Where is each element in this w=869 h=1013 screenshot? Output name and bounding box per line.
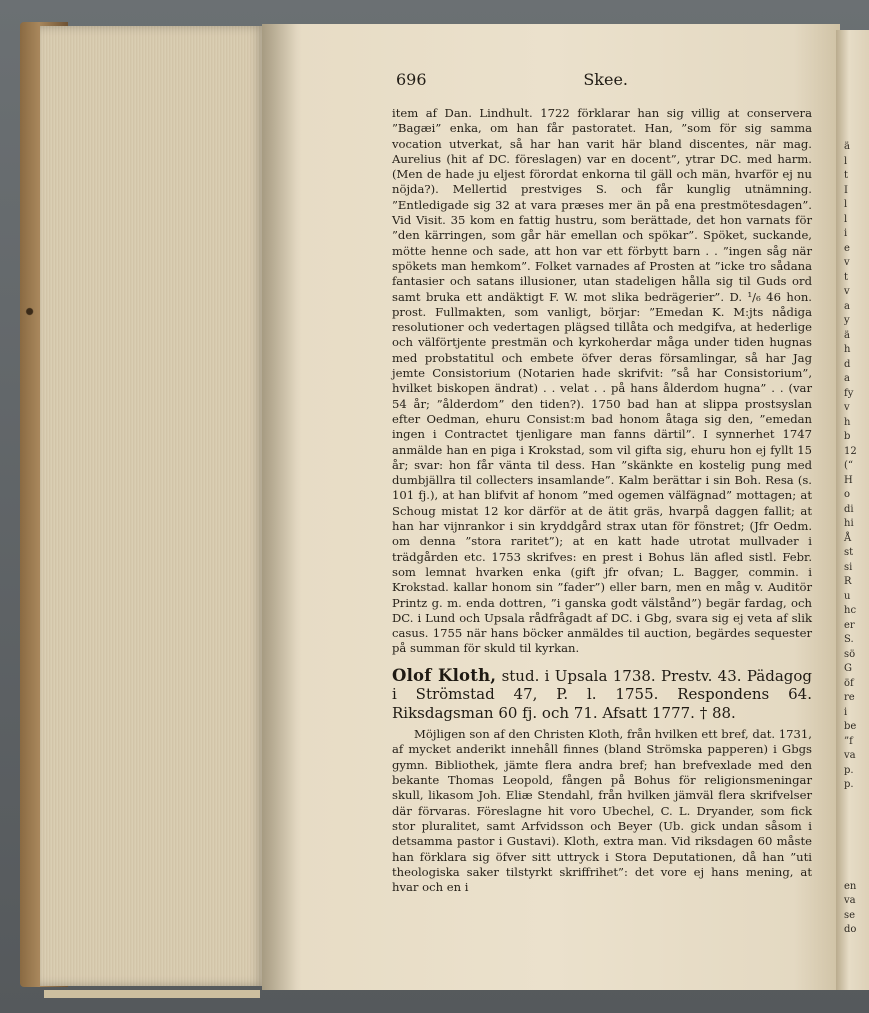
edge-fragment: re (844, 692, 855, 703)
edge-fragment: t (844, 170, 849, 181)
continued-paragraph: item af Dan. Lindhult. 1722 förklarar han sig villig at conservera ”Bagæi” enka, om han får pastoratet. Han, ”som för sig samma vocation utverkat, så har han varit här bland discentes, när mag. Aurelius (hit af DC. föreslagen) var en docent”, ytrar DC. med harm. (Men de hade ju eljest förordat enkorna til gäll och män, hvarför ej nu nöjda?). Mellertid prestviges S. och får kunglig utnämning. ”Entledigade sig 32 at vara præses mer än på ena prestmötesdagen”. Vid Visit. 35 kom en fattig hustru, som berättade, det hon varnats för ”den kärringen, som går här emellan och spökar”. Spöket, suckande, mötte henne och sade, att hon var ett förbytt barn . . ”ingen såg när spökets man hemkom”. Folket varnades af Prosten at ”icke tro sådana fantasier och satans illusioner, utan stadeligen hålla sig til Guds ord samt bruka ett andäktigt F. W. mot slika bedrägerier”. D. ¹/₆ 46 hon. prost. Fullmakten, som vanligt, börjar: ”Emedan K. M:jts nådiga resolutioner och vedertagen plägsed tillåta och medgifva, at hederlige och välförtjente prestmän och kyrkoherdar måga under tiden hugnas med probstatitul och embete öfver deras församlingar, så har Jag jemte Consistorium (Notarien hade skrifvit: ”så har Consistorium”, hvilket biskopen ändrat) . . velat . . på hans ålderdom hugna” . . (var 54 år; ”ålderdom” den tiden?). 1750 bad han at slippa prostsyslan efter Oedman, ehuru Consist:m bad honom åtaga sig den, ”emedan ingen i Contractet tjenligare man fanns därtil”. I synnerhet 1747 anmälde han en piga i Krokstad, som vil gifta sig, ehuru hon ej fyllt 15 år; svar: hon får vänta til dess. Han ”skänkte en kostelig pung med dumbjällra til collecters insamlande”. Kalm berättar i sin Boh. Resa (s. 101 fj.), at han blifvit af honom ”med ogemen välfägnad” mottagen; at Schoug mistat 12 kor därför at de ätit gräs, hvarpå daggen fallit; at han har vijnrankor i sin kryddgård strax utan för fönstret; (Jfr Oedm. om denna ”stora raritet”); at en katt hade utrotat mullvader i trädgården etc. 1753 skrifves: en prest i Bohus län afled sistl. Febr. som lemnat hvarken enka (gift jfr ofvan; L. Bagger, commin. i Krokstad. kallar honom sin ”fader”) eller barn, men en måg v. Auditör Printz g. m. enda dottren, ”i ganska godt välstånd”) begär fardag, och DC. i Lund och Upsala rådfrågadt af DC. i Gbg, svara sig ej veta af slik casus. 1755 när hans böcker anmäldes til auction, begärdes sequester på summan för skuld til kyrkan. (392, 106, 812, 656)
next-page-edge-text (844, 140, 869, 938)
edge-fragment: st (844, 547, 854, 558)
edge-fragment (844, 865, 869, 880)
running-title: Skee. (583, 70, 628, 89)
edge-fragment: l (844, 199, 848, 210)
edge-fragment: t (844, 271, 849, 283)
page-stack-bottom (44, 990, 260, 998)
edge-fragment: H (844, 474, 853, 486)
edge-fragment: a (844, 300, 850, 312)
edge-fragment: h (844, 416, 851, 428)
edge-fragment: l (844, 213, 848, 225)
edge-fragment: ä (844, 141, 850, 152)
edge-fragment: e (844, 242, 850, 254)
edge-fragment: i (844, 228, 848, 239)
entry-name: Olof Kloth, (392, 665, 497, 685)
edge-fragment: va (844, 750, 856, 761)
edge-fragment (844, 807, 869, 822)
edge-fragment: u (844, 590, 851, 602)
edge-fragment: si (844, 561, 853, 573)
edge-fragment (844, 822, 869, 837)
edge-fragment: G (844, 663, 852, 674)
edge-fragment: ”f (844, 735, 853, 747)
edge-fragment: b (844, 431, 851, 442)
entry-heading (392, 667, 812, 723)
page-text (392, 106, 812, 895)
edge-fragment: fy (844, 387, 854, 399)
edge-fragment: p. (844, 779, 854, 790)
edge-fragment: I (844, 184, 848, 196)
edge-fragment: l (844, 155, 848, 167)
edge-fragment: se (844, 909, 856, 921)
edge-fragment: do (844, 924, 857, 935)
entry-heading-details: stud. i Upsala 1738. Prestv. 43. Pädagog i Strömstad 47, P. l. 1755. Respondens 64. Riksdagsman 60 fj. och 71. Afsatt 1777. † 88. (392, 666, 812, 722)
edge-fragment: hc (844, 605, 857, 616)
page-number: 696 (396, 70, 427, 89)
gutter-shadow (262, 24, 302, 990)
entry-body: Möjligen son af den Christen Kloth, från hvilken ett bref, dat. 1731, af mycket anderikt innehåll finnes (bland Strömska papperen) i Gbgs gymn. Bibliothek, jämte flera andra bref; han brefvexlade med den bekante Thomas Leopold, fången på Bohus för religionsmeningar skull, likasom Joh. Eliæ Stendahl, från hvilken jämväl flera skrifvelser där förvaras. Föreslagne hit voro Ubechel, C. L. Dryander, som fick stor pluralitet, samt Arfvidsson och Beyer (Ub. gick undan såsom i detsamma pastor i Gustavi). Kloth, extra man. Vid riksdagen 60 måste han förklara sig öfver sitt uttryck i Stora Deputationen, då han ”uti theologiska saker tilstyrkt skriffrihet”: det vore ej hans mening, at hvar och en i (392, 727, 812, 895)
edge-fragment: be (844, 721, 857, 732)
edge-fragment: ä (844, 329, 850, 341)
edge-fragment: h (844, 344, 851, 355)
page-stack (40, 26, 265, 986)
edge-fragment: öf (844, 677, 854, 689)
edge-fragment: va (844, 895, 856, 906)
edge-fragment: di (844, 503, 854, 515)
edge-fragment: (“ (844, 460, 854, 471)
edge-fragment: R (844, 576, 852, 587)
edge-fragment: v (844, 257, 850, 268)
edge-fragment: sö (844, 648, 856, 660)
edge-fragment: a (844, 373, 850, 384)
edge-fragment: i (844, 706, 848, 718)
edge-fragment: 12 (844, 445, 857, 457)
edge-fragment: y (844, 315, 850, 326)
edge-fragment: v (844, 402, 850, 413)
edge-fragment: d (844, 358, 851, 370)
edge-fragment: p. (844, 764, 854, 776)
edge-fragment: en (844, 880, 857, 892)
edge-fragment: v (844, 286, 850, 297)
edge-fragment: Å (844, 532, 852, 544)
edge-fragment: S. (844, 634, 854, 645)
edge-fragment (844, 836, 869, 851)
edge-fragment (844, 793, 869, 808)
edge-fragment: hi (844, 518, 854, 529)
edge-fragment: o (844, 489, 851, 500)
edge-fragment: er (844, 619, 855, 631)
edge-fragment (844, 851, 869, 866)
next-page-edge (836, 30, 869, 990)
page-header (396, 70, 628, 92)
